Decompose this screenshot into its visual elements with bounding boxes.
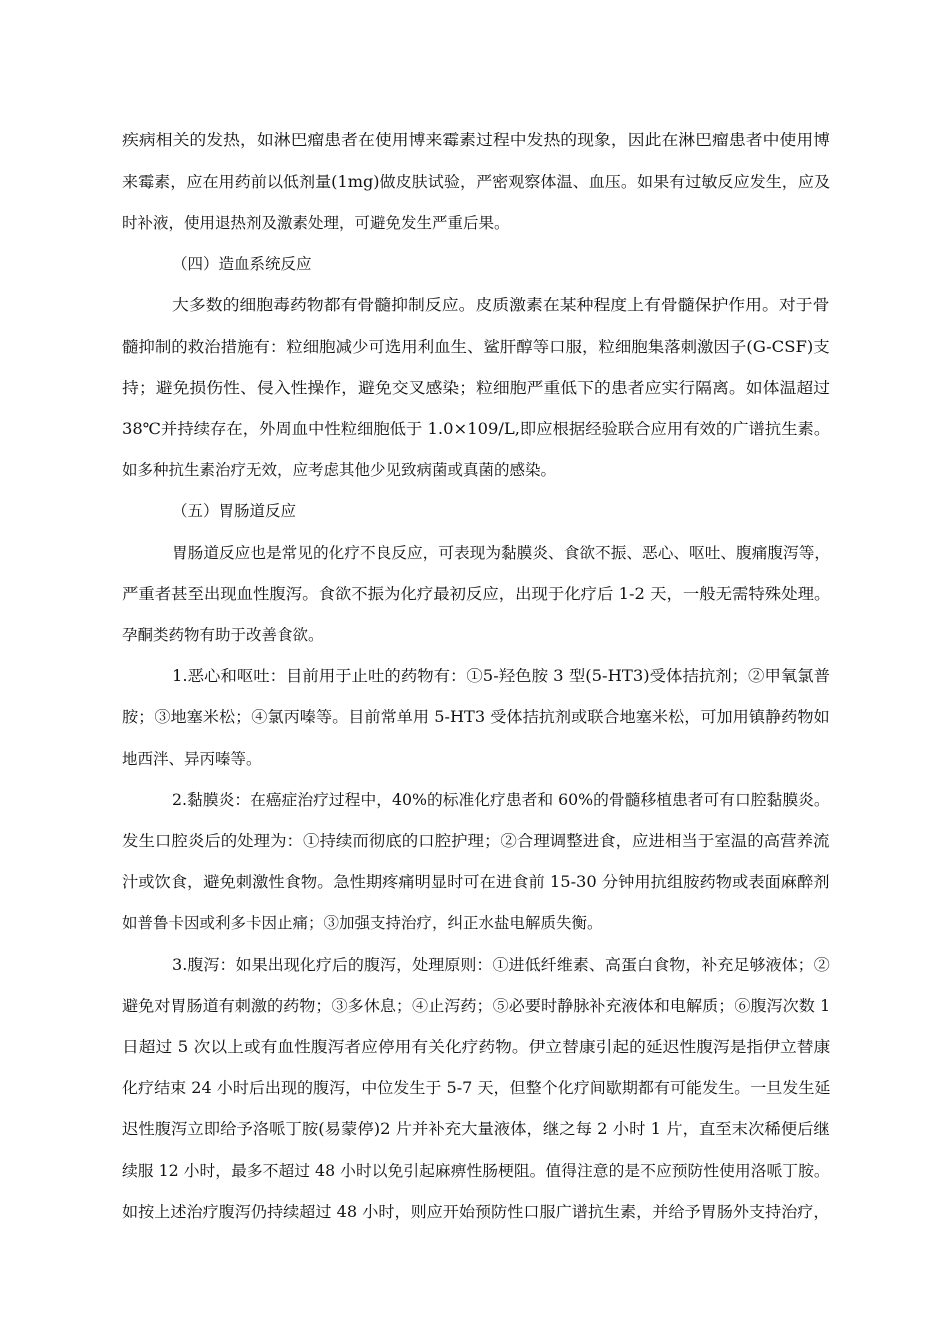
body-line: 时补液，使用退热剂及激素处理，可避免发生严重后果。	[122, 214, 510, 232]
body-line: 大多数的细胞毒药物都有骨髓抑制反应。皮质激素在某种程度上有骨髓保护作用。对于骨	[172, 296, 830, 314]
body-line: 孕酮类药物有助于改善食欲。	[122, 626, 324, 644]
section-heading: （五）胃肠道反应	[172, 502, 297, 520]
body-line: 如普鲁卡因或利多卡因止痛；③加强支持治疗，纠正水盐电解质失衡。	[122, 914, 603, 932]
body-line: 地西泮、异丙嗪等。	[122, 750, 262, 768]
body-line: 化疗结束 24 小时后出现的腹泻，中位发生于 5-7 天，但整个化疗间歇期都有可能发生。一旦发生延	[122, 1079, 831, 1097]
body-line: 1.恶心和呕吐：目前用于止吐的药物有：①5-羟色胺 3 型(5-HT3)受体拮抗剂；②甲氧氯普	[172, 667, 831, 685]
body-line: 避免对胃肠道有刺激的药物；③多休息；④止泻药；⑤必要时静脉补充液体和电解质；⑥腹泻次数 1	[122, 997, 831, 1015]
body-line: 续服 12 小时，最多不超过 48 小时以免引起麻痹性肠梗阻。值得注意的是不应预防性使用洛哌丁胺。	[122, 1162, 830, 1180]
body-line: 38℃并持续存在，外周血中性粒细胞低于 1.0×109/L,即应根据经验联合应用有效的广谱抗生素。	[122, 420, 831, 438]
body-line: 发生口腔炎后的处理为：①持续而彻底的口腔护理；②合理调整进食，应进相当于室温的高营养流	[122, 832, 830, 850]
body-line: 日超过 5 次以上或有血性腹泻者应停用有关化疗药物。伊立替康引起的延迟性腹泻是指伊立替康	[122, 1038, 831, 1056]
body-line: 如按上述治疗腹泻仍持续超过 48 小时，则应开始预防性口服广谱抗生素，并给予胃肠外支持治疗，	[122, 1203, 830, 1221]
body-line: 来霉素，应在用药前以低剂量(1mg)做皮肤试验，严密观察体温、血压。如果有过敏反应发生，应及	[122, 173, 831, 191]
body-line: 髓抑制的救治措施有：粒细胞减少可选用利血生、鲨肝醇等口服，粒细胞集落刺激因子(G-CSF)支	[122, 338, 830, 356]
body-line: 如多种抗生素治疗无效，应考虑其他少见致病菌或真菌的感染。	[122, 461, 557, 479]
body-line: 严重者甚至出现血性腹泻。食欲不振为化疗最初反应，出现于化疗后 1-2 天，一般无需特殊处理。	[122, 585, 831, 603]
body-line: 胃肠道反应也是常见的化疗不良反应，可表现为黏膜炎、食欲不振、恶心、呕吐、腹痛腹泻等，	[172, 544, 831, 562]
body-line: 胺；③地塞米松；④氯丙嗪等。目前常单用 5-HT3 受体拮抗剂或联合地塞米松，可加用镇静药物如	[122, 708, 830, 726]
body-line: 3.腹泻：如果出现化疗后的腹泻，处理原则：①进低纤维素、高蛋白食物，补充足够液体；②	[172, 956, 830, 974]
section-heading: （四）造血系统反应	[172, 255, 312, 273]
body-line: 迟性腹泻立即给予洛哌丁胺(易蒙停)2 片并补充大量液体，继之每 2 小时 1 片，直至末次稀便后继	[122, 1120, 830, 1138]
body-line: 2.黏膜炎：在癌症治疗过程中，40%的标准化疗患者和 60%的骨髓移植患者可有口腔黏膜炎。	[172, 791, 830, 809]
body-line: 汁或饮食，避免刺激性食物。急性期疼痛明显时可在进食前 15-30 分钟用抗组胺药物或表面麻醉剂	[122, 873, 830, 891]
body-line: 持；避免损伤性、侵入性操作，避免交叉感染；粒细胞严重低下的患者应实行隔离。如体温超过	[122, 379, 831, 397]
body-line: 疾病相关的发热，如淋巴瘤患者在使用博来霉素过程中发热的现象，因此在淋巴瘤患者中使用博	[122, 131, 831, 149]
